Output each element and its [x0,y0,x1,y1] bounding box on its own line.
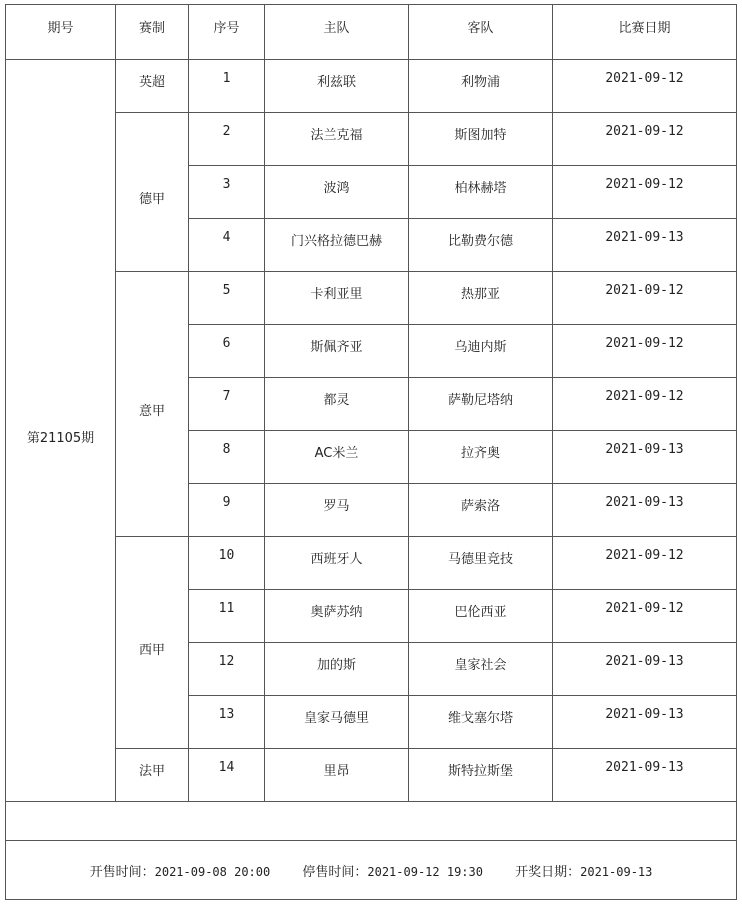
home-team: 卡利亚里 [265,272,409,325]
match-number: 7 [189,378,265,431]
home-team: 门兴格拉德巴赫 [265,219,409,272]
table-row [6,113,737,166]
away-team: 热那亚 [409,272,553,325]
draw-date-value: 2021-09-13 [580,864,653,879]
match-date: 2021-09-12 [553,537,737,590]
league-cell: 英超 [116,60,189,113]
home-team: 波鸿 [265,166,409,219]
match-number: 11 [189,590,265,643]
draw-date-info [515,861,652,880]
match-date: 2021-09-12 [553,166,737,219]
draw-date-label: 开奖日期： [515,864,581,880]
sale-stop-info [302,861,483,880]
match-date: 2021-09-12 [553,60,737,113]
home-team: 西班牙人 [265,537,409,590]
match-number: 4 [189,219,265,272]
match-number: 9 [189,484,265,537]
home-team: 利兹联 [265,60,409,113]
match-date: 2021-09-12 [553,272,737,325]
away-team: 比勒费尔德 [409,219,553,272]
match-number: 2 [189,113,265,166]
home-team: 法兰克福 [265,113,409,166]
match-date: 2021-09-13 [553,484,737,537]
match-number: 6 [189,325,265,378]
match-number: 3 [189,166,265,219]
period-cell: 第21105期 [6,60,116,802]
match-date: 2021-09-13 [553,431,737,484]
match-date: 2021-09-12 [553,378,737,431]
match-schedule-table [5,4,737,900]
match-number: 10 [189,537,265,590]
sale-start-value: 2021-09-08 20:00 [154,864,271,879]
match-date: 2021-09-13 [553,696,737,749]
header-row [6,5,737,60]
away-team: 柏林赫塔 [409,166,553,219]
match-number: 12 [189,643,265,696]
away-team: 拉齐奥 [409,431,553,484]
home-team: 都灵 [265,378,409,431]
match-number: 14 [189,749,265,802]
home-team: 皇家马德里 [265,696,409,749]
away-team: 马德里竞技 [409,537,553,590]
sale-stop-value: 2021-09-12 19:30 [367,864,483,879]
sale-stop-label: 停售时间： [302,864,368,880]
away-team: 斯特拉斯堡 [409,749,553,802]
away-team: 乌迪内斯 [409,325,553,378]
away-team: 皇家社会 [409,643,553,696]
table-row [6,60,737,113]
away-team: 巴伦西亚 [409,590,553,643]
sale-start-info [90,861,271,880]
match-number: 1 [189,60,265,113]
table-row [6,749,737,802]
match-date: 2021-09-12 [553,590,737,643]
away-team: 萨勒尼塔纳 [409,378,553,431]
home-team: 奥萨苏纳 [265,590,409,643]
header-period: 期号 [6,5,116,60]
footer-cell [6,841,737,900]
match-date: 2021-09-12 [553,113,737,166]
away-team: 萨索洛 [409,484,553,537]
footer-row [6,841,737,900]
home-team: AC米兰 [265,431,409,484]
league-cell: 意甲 [116,272,189,537]
table-row [6,537,737,590]
league-cell: 西甲 [116,537,189,749]
header-away-team: 客队 [409,5,553,60]
match-number: 13 [189,696,265,749]
away-team: 斯图加特 [409,113,553,166]
match-date: 2021-09-13 [553,219,737,272]
header-number: 序号 [189,5,265,60]
match-number: 8 [189,431,265,484]
home-team: 里昂 [265,749,409,802]
home-team: 斯佩齐亚 [265,325,409,378]
league-cell: 法甲 [116,749,189,802]
home-team: 加的斯 [265,643,409,696]
header-home-team: 主队 [265,5,409,60]
sale-start-label: 开售时间： [89,864,155,880]
match-date: 2021-09-12 [553,325,737,378]
blank-row [6,802,737,841]
home-team: 罗马 [265,484,409,537]
match-number: 5 [189,272,265,325]
league-cell: 德甲 [116,113,189,272]
match-date: 2021-09-13 [553,643,737,696]
header-league: 赛制 [116,5,189,60]
away-team: 利物浦 [409,60,553,113]
match-date: 2021-09-13 [553,749,737,802]
table-row [6,272,737,325]
blank-cell [6,802,737,841]
header-match-date: 比赛日期 [553,5,737,60]
away-team: 维戈塞尔塔 [409,696,553,749]
